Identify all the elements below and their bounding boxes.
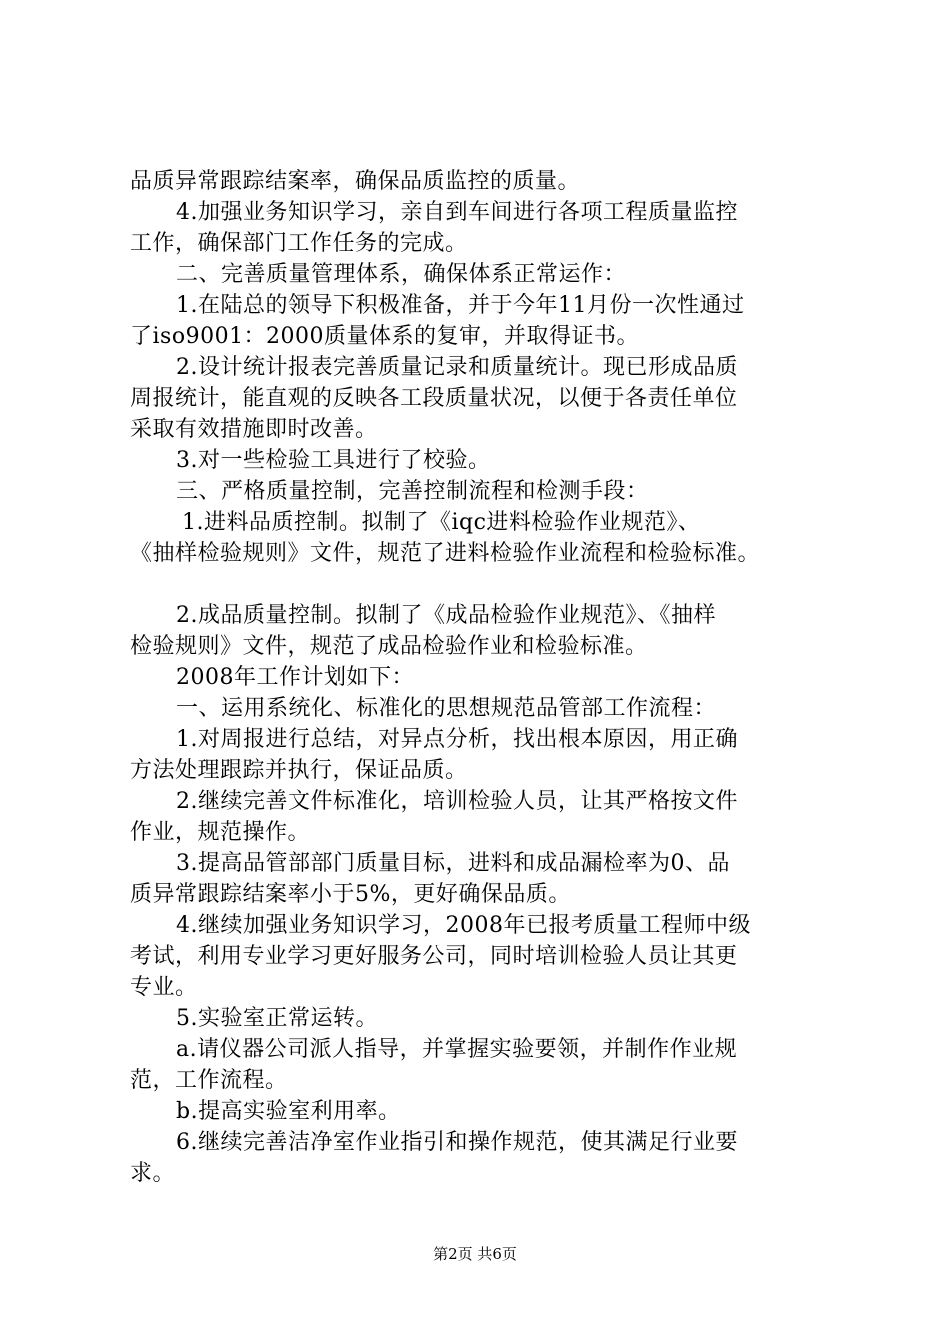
text-line: 求。: [130, 1161, 176, 1186]
text-line: 3.对一些检验工具进行了校验。: [176, 448, 491, 473]
text-line: a.请仪器公司派人指导，并掌握实验要领，并制作作业规: [176, 1037, 738, 1062]
text-line: 方法处理跟踪并执行，保证品质。: [130, 758, 468, 783]
text-line: 周报统计，能直观的反映各工段质量状况，以便于各责任单位: [130, 386, 738, 411]
text-line: 范，工作流程。: [130, 1068, 288, 1093]
section-heading: 2008年工作计划如下：: [176, 665, 414, 690]
text-line: 1.进料品质控制。拟制了《iqc进料检验作业规范》、: [182, 510, 701, 535]
text-line: b.提高实验室利用率。: [176, 1099, 401, 1124]
text-line: 5.实验室正常运转。: [176, 1006, 378, 1031]
text-line: 4.加强业务知识学习，亲自到车间进行各项工程质量监控: [176, 200, 738, 225]
text-line: 作业，规范操作。: [130, 820, 311, 845]
page-number-footer: 第2页 共6页: [433, 1245, 517, 1263]
text-line: 4.继续加强业务知识学习，2008年已报考质量工程师中级: [176, 913, 751, 938]
text-line: 6.继续完善洁净室作业指引和操作规范，使其满足行业要: [176, 1130, 738, 1155]
text-line: 1.在陆总的领导下积极准备，并于今年11月份一次性通过: [176, 293, 745, 318]
text-line: 质异常跟踪结案率小于5%，更好确保品质。: [130, 882, 571, 907]
text-line: 2.设计统计报表完善质量记录和质量统计。现已形成品质: [176, 355, 738, 380]
text-line: 检验规则》文件，规范了成品检验作业和检验标准。: [130, 634, 648, 659]
section-heading: 一、运用系统化、标准化的思想规范品管部工作流程：: [176, 696, 717, 721]
text-line: 专业。: [130, 975, 198, 1000]
section-heading: 三、严格质量控制，完善控制流程和检测手段：: [176, 479, 649, 504]
text-line: 品质异常跟踪结案率，确保品质监控的质量。: [130, 169, 581, 194]
text-line: 1.对周报进行总结，对异点分析，找出根本原因，用正确: [176, 727, 738, 752]
paragraph-gap: [130, 569, 842, 600]
text-line: 《抽样检验规则》文件，规范了进料检验作业流程和检验标准。: [130, 541, 761, 566]
text-line: 考试，利用专业学习更好服务公司，同时培训检验人员让其更: [130, 944, 738, 969]
text-line: 2.成品质量控制。拟制了《成品检验作业规范》、《抽样: [176, 603, 716, 628]
text-line: 2.继续完善文件标准化，培训检验人员，让其严格按文件: [176, 789, 738, 814]
text-line: 了iso9001：2000质量体系的复审，并取得证书。: [130, 324, 640, 349]
text-line: 3.提高品管部部门质量目标，进料和成品漏检率为0、品: [176, 851, 730, 876]
section-heading: 二、完善质量管理体系，确保体系正常运作：: [176, 262, 627, 287]
text-line: 采取有效措施即时改善。: [130, 417, 378, 442]
document-body: [130, 166, 842, 1189]
text-line: 工作，确保部门工作任务的完成。: [130, 231, 468, 256]
